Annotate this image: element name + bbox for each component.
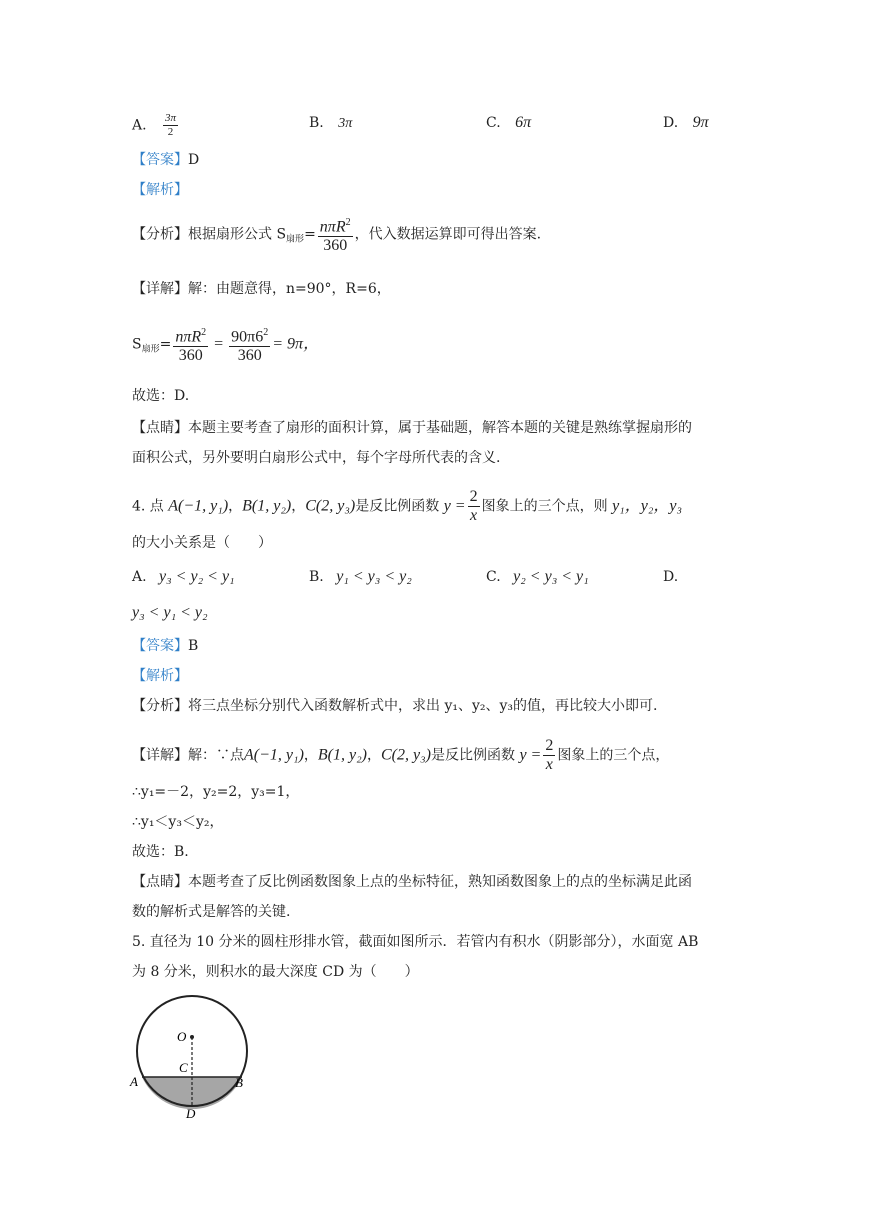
q3-answer: 【答案】D: [132, 152, 200, 168]
q5-stem-line1: 5. 直径为 10 分米的圆柱形排水管，截面如图所示．若管内有积水（阴影部分），水面宽 AB: [132, 934, 699, 950]
q3-option-a-numerator: 3π: [165, 112, 177, 124]
q4-option-c: C. y₂ < y₃ < y₁: [486, 568, 589, 585]
q3-option-d: D. 9π: [663, 114, 709, 131]
q3-detail: 【详解】解：由题意得，n=90°，R=6，: [132, 281, 391, 297]
q4-comment-line2: 数的解析式是解答的关键.: [132, 904, 291, 920]
q4-stem-line2: 的大小关系是（ ）: [132, 535, 272, 551]
q4-answer: 【答案】B: [132, 638, 199, 654]
q4-comment-line1: 【点睛】本题考查了反比例函数图象上点的坐标特征，熟知函数图象上的点的坐标满足此函: [132, 874, 692, 890]
q4-therefore-1: ∴y₁=－2，y₂=2，y₃=1，: [132, 784, 300, 800]
q3-option-a-denominator: 2: [167, 126, 174, 138]
q4-stem-line1: 4. 点 A(−1, y₁)，B(1, y₂)，C(2, y₃)是反比例函数 y = $\frac{2}{x}$ 图象上的三个点，则 y₁，y₂，y₃: [132, 488, 683, 524]
q4-option-d: y₃ < y₁ < y₂: [132, 604, 208, 621]
q4-option-d-label: D.: [663, 569, 679, 585]
label-b: B: [235, 1075, 243, 1090]
q4-therefore-2: ∴y₁＜y₃＜y₂，: [132, 814, 224, 830]
q4-choose: 故选：B.: [132, 844, 189, 860]
pipe-cross-section-figure: [125, 990, 260, 1125]
q5-stem-line2: 为 8 分米，则积水的最大深度 CD 为（ ）: [132, 964, 419, 980]
q3-calculation: $S_{扇形}=$ $\frac{n\pi R^2}{360}$ = $\frac{90\pi 6^2}{360}$ = 9π，: [132, 324, 319, 365]
q4-detail: 【详解】解：∵点A(−1, y₁)，B(1, y₂)，C(2, y₃)是反比例函数 y = $\frac{2}{x}$ 图象上的三个点，: [132, 737, 670, 773]
q3-fenxi: 【分析】根据扇形公式 $S_{扇形}=$ $\frac{n\pi R^2}{360}$ ，代入数据运算即可得出答案.: [132, 214, 541, 255]
q3-choose: 故选：D.: [132, 388, 190, 404]
q3-option-a: A. $\frac{3\pi}{2}$: [132, 112, 177, 138]
q3-comment-line2: 面积公式，另外要明白扇形公式中，每个字母所代表的含义.: [132, 450, 501, 466]
center-point-o: [190, 1035, 194, 1039]
label-o: O: [177, 1029, 187, 1044]
label-a: A: [130, 1074, 138, 1089]
q4-fenxi: 【分析】将三点坐标分别代入函数解析式中，求出 y₁、y₂、y₃的值，再比较大小即可.: [132, 698, 658, 714]
label-c: C: [179, 1060, 188, 1075]
q3-comment-line1: 【点睛】本题主要考查了扇形的面积计算，属于基础题，解答本题的关键是熟练掌握扇形的: [132, 420, 692, 436]
q3-formula: $\frac{n\pi R^2}{360}$: [318, 214, 353, 255]
q3-option-c: C. 6π: [486, 114, 532, 131]
label-d: D: [186, 1106, 196, 1121]
q4-analysis-heading: 【解析】: [132, 668, 188, 684]
q3-analysis-heading: 【解析】: [132, 182, 188, 198]
q4-option-b: B. y₁ < y₃ < y₂: [309, 568, 412, 585]
q3-option-b: B. 3π: [309, 115, 353, 131]
q4-option-a: A. y₃ < y₂ < y₁: [132, 568, 235, 585]
